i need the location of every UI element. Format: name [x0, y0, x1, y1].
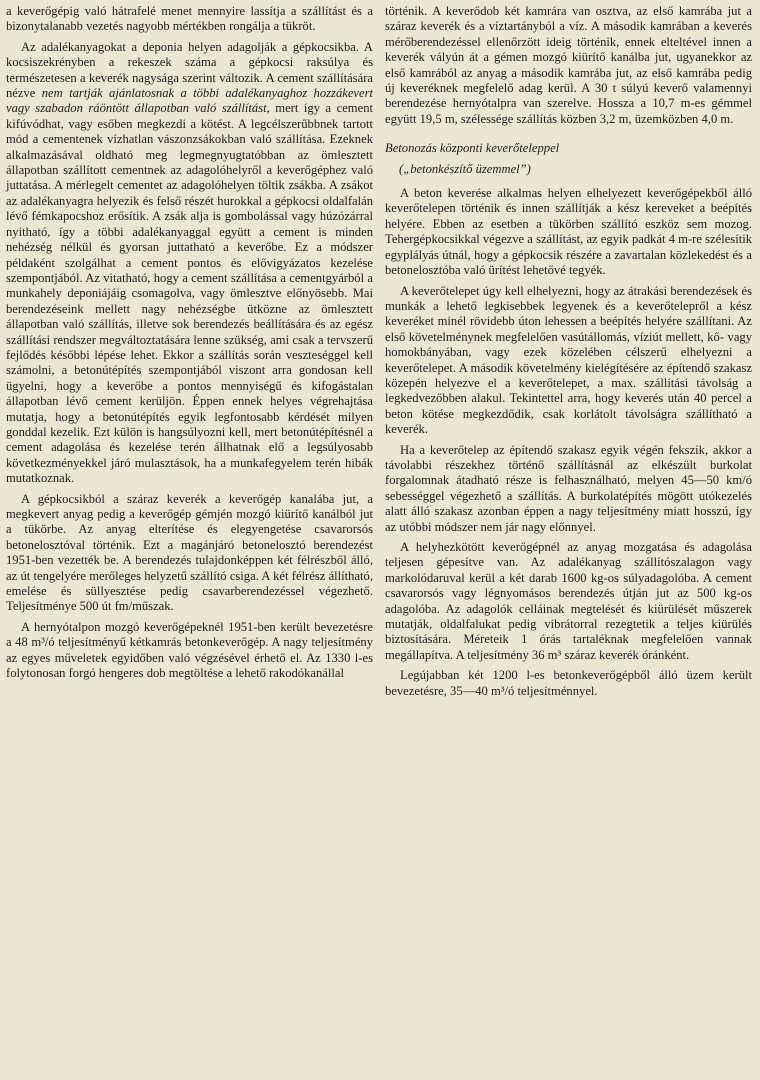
paragraph-text: mert így a cement kifúvódhat, vagy esőben megkezdi a kötést. A legcélszerűbbnek tartott mód a cementenek vízhatlan vászonzsákokban való szállítása. Ezeknek alkalmazásával oldható meg legmegnyugtatóbban az ömlesztett állapotban szállított cementnek az adagolóhelyről a keverőgéphez való juttatása. A mérlegelt cementet az adagolóhelyen töltik zsákba. A zsákot az adalékanyagra helyezik és felső részét hurokkal a gépkocsi oldalfalán lévő fémkapocshoz erősítik. A zsák alja is gombolással vagy húzózárral nyitható, így a többi adalékanyaggal együtt a cement is minden nehézség nélkül és gyorsan juttatható a keverőbe. Ez a módszer példaként szolgálhat a cement pontos és elővigyázatos kezelése szempontjából. Az vitatható, hogy a cement szállítása a cementgyárból a munkahely deponiájáig csomagolva, vagy ömlesztve előnyösebb. Mai berendezéseink mellett nagy nehézségbe ütközne az ömlesztett állapotban való szállítás, illetve sok berendezés beállítására és az egész szállítási rendszer megváltoztatására lenne szükség, ami csak a tervszerű fejlődés későbbi lépése lehet. Ekkor a szállítás során veszteséggel kell számolni, a betonútépítés szempontjából viszont arra gondosan kell ügyelni, hogy a keverőbe a pontos mennyiségű és kifogástalan állapotban lévő cement kerüljön. Éppen ennek helyes végrehajtása mutatja, hogy a betonútépítés egyik legfontosabb kérdését milyen gonddal kezelik. Ezt külön is hangsúlyozni kell, mert betonútépítésnél a cement adagolása és kezelése terén állhatnak elő a legsúlyosabb következményekkel járó mulasztások, ha a munkafegyelem terén hibák mutatkoznak.	[6, 101, 373, 486]
paragraph-text: Az adalékanyagokat a deponia helyen adagolják a gépkocsikba. A kocsiszekrényben a rekeszek száma a gépkocsi raksúlya és természetesen a keverék nagysága szerint változik. A cement szállítására nézve	[6, 39, 373, 101]
paragraph: Ha a keverőtelep az építendő szakasz egyik végén fekszik, akkor a távolabbi részekhez történő szállításnál az elkészült burkolat forgalomnak átadható része is felhasználható, melyen 45—50 km/ó sebességgel végezhető a szállítás. A burkolatépítés mögött utókezelés alatt álló szakasz azonban éppen a nagy teljesítmény miatt hosszú, így az utóbbi módszer nem jár nagy előnnyel.	[385, 442, 752, 534]
section-subheading: („betonkészítő üzemmel”)	[399, 161, 531, 176]
paragraph: Legújabban két 1200 l-es betonkeverőgépből álló üzem került bevezetésre, 35—40 m³/ó teljesítménnyel.	[385, 668, 752, 698]
paragraph: történik. A keverődob két kamrára van osztva, az első kamrába jut a száraz keverék és a víztartányból a víz. A második kamrában a keverés mérőberendezéssel ellenőrzött ideig történik, ennek elteltével innen a keverék vályún át a gémen mozgó kiürítő kanálba jut, ugyanekkor az első kamrából az anyag a második kamrába jut, az első kamrába pedig új keveréknek megfelelő adag kerül. A 30 t súlyú keverő valamennyi berendezése hernyótalpra van szerelve. Hossza a 10,7 m-es gémmel együtt 19,5 m, szélessége szállítás közben 3,2 m, üzemközben 4,0 m.	[385, 4, 752, 126]
emphasized-text: nem tartják ajánlatosnak a többi adalékanyaghoz hozzákevert vagy szabadon ráöntött állapotban való szállítást,	[6, 86, 374, 116]
left-column	[6, 4, 373, 1076]
paragraph: a keverőgépig való hátrafelé menet mennyire lassítja a szállítást és a bizonytalanabb vezetés nagyobb mértékben rongálja a tükröt.	[6, 4, 373, 34]
paragraph: A beton keverése alkalmas helyen elhelyezett keverőgépekből álló keverőtelepen történik és innen szállítják a kész kereveket a beépítés helyére. Ebben az esetben a tükörben szállító eszköz sem mozog. Tehergépkocsikkal végezve a szállítást, az egyik padkát 4 m-re szélesítik egyplályás útnál, hogy a gépkocsik részére a zavartalan közlekedést és a betonelosztóba való ürítést lehetővé tegyék.	[385, 186, 752, 278]
paragraph: A gépkocsikból a száraz keverék a keverőgép kanalába jut, a megkevert anyag pedig a keverőgép gémjén mozgó kiürítő kanálból jut a tükörbe. Az anyag elterítése és elegyengetése csavarorsós betonelosztóval történik. Ezt a magánjáró betonelosztó berendezést 1951-ben vezették be. A berendezés tulajdonképpen két félrészből álló, az út tengelyére merőleges helyzetű szállító csiga. A két félrész állítható, emelése és süllyesztése pedig csavarberendezéssel végezhető. Teljesítménye 500 út fm/műszak.	[6, 491, 373, 614]
paragraph: A hernyótalpon mozgó keverőgépeknél 1951-ben került bevezetésre a 48 m³/ó teljesítményű kétkamrás betonkeverőgép. A nagy teljesítmény az egyes műveletek egyidőben való végzésével érhető el. Az 1330 l-es folytonosan forgó hengeres dob megtöltése a lehető rakodókanállal	[6, 619, 373, 681]
paragraph: A helyhezkötött keverőgépnél az anyag mozgatása és adagolása teljesen gépesítve van. Az adalékanyag szállítószalagon vagy markolódaruval kerül a két darab 1600 kg-os súlyadagolóba. A cement csavarorsós vagy légnyomásos berendezés útján jut az 500 kg-os adagolóba. Az adagolók celláinak megtelését és kiürülését műszerek mutatják, oldalfalukat pedig vibrátorral rezegtetik a teljes kiürülés biztosítására. Méreteik 1 órás tartaléknak megfelelően vannak megállapítva. A teljesítmény 36 m³ száraz keverék óránként.	[385, 540, 752, 662]
section-heading: Betonozás központi keverőteleppel	[385, 141, 560, 156]
paragraph: A keverőtelepet úgy kell elhelyezni, hogy az átrakási berendezések és munkák a lehető legkisebbek legyenek és a keverőtelepről a kész keveréket minél rövidebb úton lehessen a beépítés helyére szállítani. Az első követelménynek megfelelően vasútállomás, víziút mellett, kő- vagy homokbányában, vagy ezek közelében célszerű elhelyezni a keverőtelepet. A második követelmény kielégítésére az építendő szakasz közepén helyezve el a keverőtelepet, a max. szállítási távolság a legkedvezőbben alakul. Tekintettel arra, hogy keverés után 40 percel a beton kötése megkezdődik, csak korlátolt távolságra szállítható a keverék.	[385, 283, 752, 437]
paragraph	[6, 40, 373, 487]
right-column	[385, 4, 752, 1076]
